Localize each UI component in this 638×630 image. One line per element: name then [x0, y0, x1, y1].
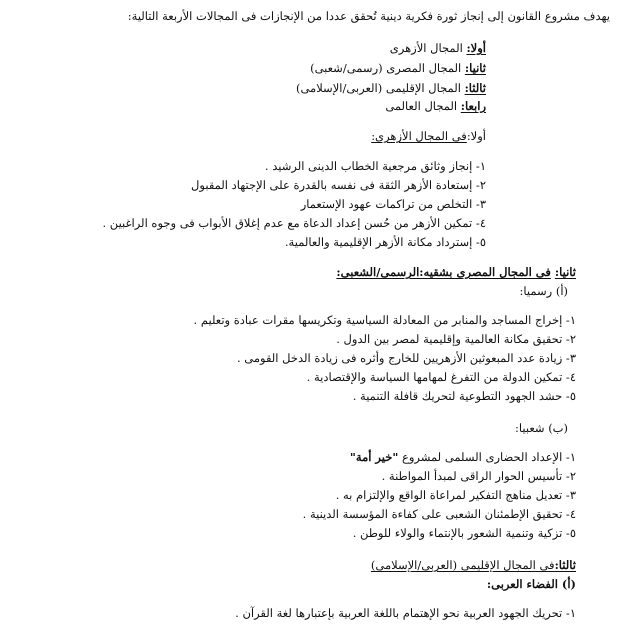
list-item: ٢- تحقيق مكانة العالمية وإقليمية لمصر بين الدول . [336, 332, 576, 346]
section-heading-regional [371, 557, 576, 573]
list-item: ٤- تمكين الأزهر من حُسن إعداد الدعاة مع عدم إغلاق الأبواب فى وجوه الراغبين . [102, 216, 486, 230]
section-marker: ثانيا: [554, 265, 576, 279]
list-item: ٤- تمكين الدولة من التفرغ لمهامها السياسة والإقتصادية . [306, 370, 576, 384]
section-heading-azhar [371, 128, 486, 144]
field-item-4 [385, 98, 486, 114]
list-item [350, 449, 576, 465]
list-item: ٣- تعديل مناهج التفكير لمراعاة الواقع والإلتزام به . [335, 488, 576, 502]
field-marker: ثالثا: [464, 81, 486, 95]
section-title: فى المجال المصرى بشقيه:الرسمى/الشعبى: [336, 265, 551, 279]
section-marker: ثالثا: [554, 558, 576, 572]
list-item: ٥- تزكية وتنمية الشعور بالإنتماء والولاء للوطن . [352, 526, 576, 540]
subsection-label-arab: (أ) الفضاء العربى: [486, 577, 576, 591]
subsection-label-popular: (ب) شعبيا: [515, 421, 568, 435]
field-item-3 [296, 80, 486, 96]
list-item: ٢- إستعادة الأزهر الثقة فى نفسه بالقدرة على الإجتهاد المقبول [191, 178, 486, 192]
section-title: فى المجال الأزهرى: [371, 129, 467, 143]
list-item: ١- إنجاز وثائق مرجعية الخطاب الدينى الرشيد . [264, 159, 486, 173]
section-heading-egypt [336, 264, 576, 280]
field-text: المجال الإقليمى (العربى/الإسلامى) [295, 81, 461, 95]
field-item-1 [390, 40, 486, 56]
list-item: ٤- تحقيق الإطمئنان الشعبى على كفاءة المؤسسة الدينية . [302, 507, 576, 521]
field-marker: أولا: [466, 41, 486, 55]
field-item-2 [310, 60, 486, 76]
field-text: المجال العالمى [385, 99, 458, 113]
list-item: ١- إخراج المساجد والمنابر من المعادلة السياسية وتكريسها مقرات عبادة وتعليم . [193, 313, 576, 327]
field-marker: رابعا: [460, 99, 486, 113]
list-item: ٢- تأسيس الحوار الراقى لمبدأ المواطنة . [381, 469, 576, 483]
list-item: ٥- إسترداد مكانة الأزهر الإقليمية والعالمية. [284, 235, 486, 249]
highlighted-term: "خير أمة" [349, 450, 399, 464]
intro-paragraph: يهدف مشروع القانون إلى إنجاز ثورة فكرية دينية تُحقق عددا من الإنجازات فى المجالات الأربعة التالية: [127, 9, 610, 23]
section-title: فى المجال الإقليمى (العربى/الإسلامى) [370, 558, 555, 572]
list-item: ٣- التخلص من تراكمات عهود الإستعمار [300, 197, 486, 211]
field-marker: ثانيا: [464, 61, 486, 75]
list-item: ٣- زيادة عدد المبعوثين الأزهريين للخارج وأثره فى زيادة الدخل القومى . [236, 351, 576, 365]
subsection-label-official: (أ) رسميا: [519, 284, 568, 298]
list-item: ٥- حشد الجهود التطوعية لتحريك قافلة التنمية . [352, 389, 576, 403]
section-marker: أولا: [466, 129, 486, 143]
list-item: ١- تحريك الجهود العربية نحو الإهتمام باللغة العربية بإعتبارها لغة القرآن . [235, 606, 576, 620]
field-text: المجال المصرى (رسمى/شعبى) [310, 61, 462, 75]
field-text: المجال الأزهرى [389, 41, 463, 55]
list-item-text: ١- الإعداد الحضارى السلمى لمشروع [398, 450, 576, 464]
